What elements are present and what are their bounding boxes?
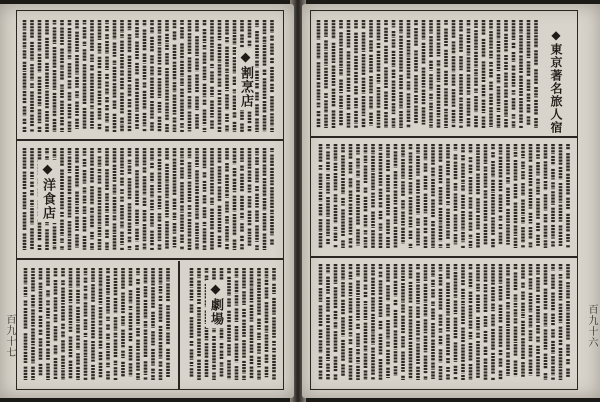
heading-diamond-icon: ◆ [238,50,253,66]
left-page [0,4,294,398]
right-page [302,4,600,398]
section-heading-ryokan [548,26,565,136]
heading-diamond-icon: ◆ [208,282,223,298]
left-column-divider-1 [178,261,180,390]
page-number: 百九十六 [586,304,597,348]
heading-diamond-icon: ◆ [549,28,563,43]
right-text-block-2 [316,142,572,250]
right-text-block-3 [316,262,572,382]
right-row-divider-1 [310,136,578,138]
section-heading-kappo [236,48,255,110]
section-heading-yoshoku [38,160,57,222]
left-row-divider-2 [16,258,284,260]
left-text-block-3 [22,266,172,382]
right-row-divider-2 [310,256,578,258]
heading-text: 割烹店 [238,66,253,108]
left-row-divider-1 [16,139,284,141]
right-text-block-1 [316,18,540,130]
heading-text: 劇場 [208,298,223,326]
heading-text: 洋食店 [40,178,55,220]
page-number: 百九十七 [4,314,15,358]
left-text-block-4 [184,266,278,382]
left-text-block-2 [22,146,276,252]
section-heading-gekijo [206,280,225,328]
heading-diamond-icon: ◆ [40,162,55,178]
heading-text: 東京著名旅人宿 [549,43,563,134]
